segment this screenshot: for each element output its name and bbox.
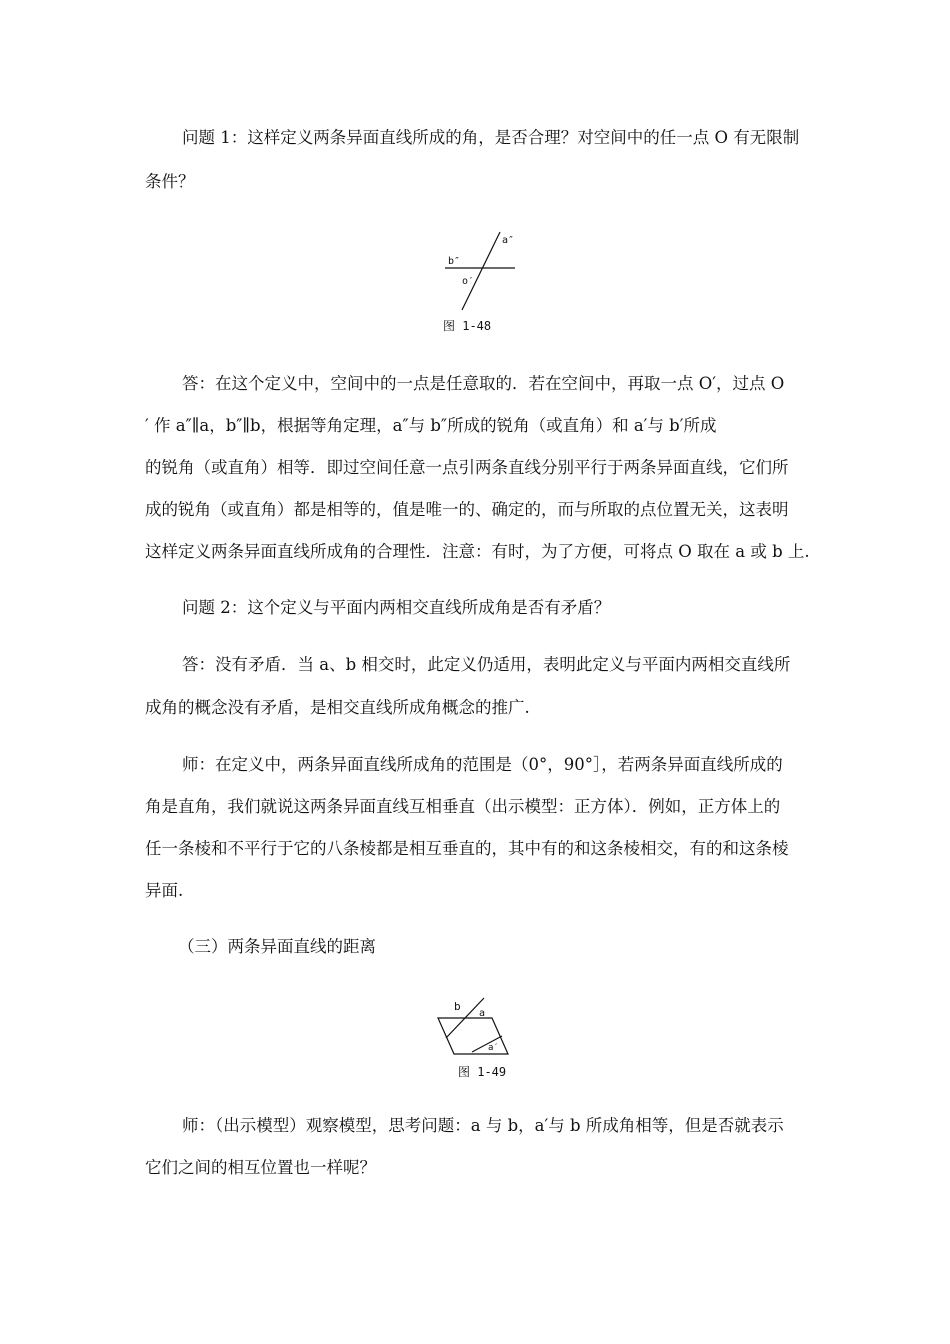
figure-1-48-caption: 图 1-48 <box>443 319 492 333</box>
answer-1-line-1: 答：在这个定义中，空间中的一点是任意取的．若在空间中，再取一点 O′，过点 O <box>182 374 785 393</box>
label-o: o′ <box>462 276 475 287</box>
teacher-1-line-3: 任一条棱和不平行于它的八条棱都是相互垂直的，其中有的和这条棱相交，有的和这条棱 <box>145 839 789 858</box>
question-2-line-1: 问题 2：这个定义与平面内两相交直线所成角是否有矛盾？ <box>182 598 611 617</box>
figure-1-49-drawing <box>432 994 516 1060</box>
answer-1-line-2: ′ 作 a″∥a，b″∥b，根据等角定理，a″与 b″所成的锐角（或直角）和 a′与 b′所成 <box>145 416 717 435</box>
figure-1-49 <box>432 994 516 1060</box>
line-a <box>462 232 500 310</box>
answer-2-line-2: 成角的概念没有矛盾，是相交直线所成角概念的推广. <box>145 698 530 717</box>
label-a-prime: a′ <box>488 1043 499 1053</box>
section-3-heading: （三）两条异面直线的距离 <box>178 937 376 956</box>
teacher-1-line-1: 师：在定义中，两条异面直线所成角的范围是（0°，90°］，若两条异面直线所成的 <box>182 755 783 774</box>
label-b: b <box>454 1000 461 1013</box>
answer-1-line-4: 成的锐角（或直角）都是相等的，值是唯一的、确定的，而与所取的点位置无关，这表明 <box>145 500 789 519</box>
teacher-2-line-2: 它们之间的相互位置也一样呢？ <box>145 1158 376 1177</box>
teacher-1-line-4: 异面. <box>145 881 184 900</box>
question-1-line-1: 问题 1：这样定义两条异面直线所成的角，是否合理？对空间中的任一点 O 有无限制 <box>182 128 800 147</box>
teacher-2-line-1: 师：（出示模型）观察模型，思考问题：a 与 b，a′与 b 所成角相等，但是否就表示 <box>182 1116 784 1135</box>
teacher-1-line-2: 角是直角，我们就说这两条异面直线互相垂直（出示模型：正方体）．例如，正方体上的 <box>145 797 781 816</box>
label-a: a <box>479 1008 486 1019</box>
label-b: b″ <box>448 256 461 267</box>
answer-1-line-5: 这样定义两条异面直线所成角的合理性．注意：有时，为了方便，可将点 O 取在 a 或 b 上. <box>145 542 810 561</box>
answer-2-line-1: 答：没有矛盾．当 a、b 相交时，此定义仍适用，表明此定义与平面内两相交直线所 <box>182 655 791 674</box>
question-1-line-2: 条件？ <box>145 172 195 191</box>
answer-1-line-3: 的锐角（或直角）相等．即过空间任意一点引两条直线分别平行于两条异面直线，它们所 <box>145 458 789 477</box>
figure-1-49-caption: 图 1-49 <box>458 1065 507 1079</box>
label-a: a″ <box>502 235 515 246</box>
